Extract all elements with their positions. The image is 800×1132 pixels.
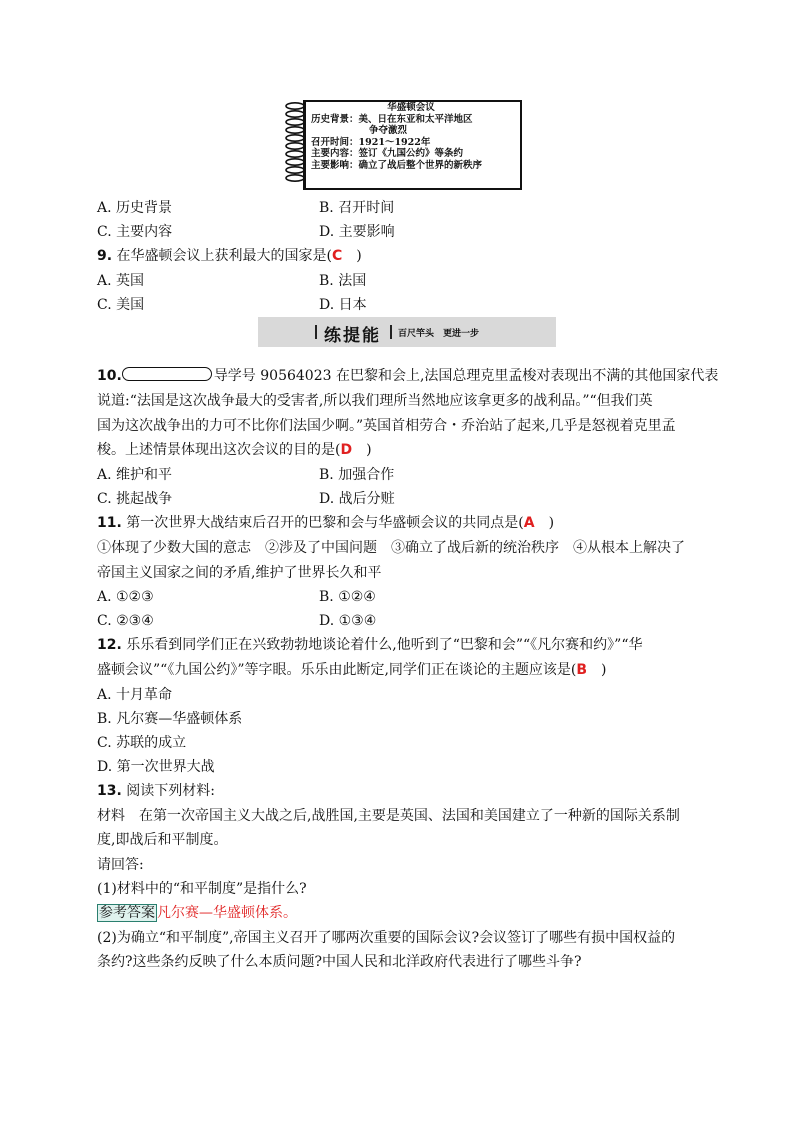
q9-answer: C <box>331 248 343 264</box>
q9-option-b: B. 法国 <box>319 273 367 289</box>
q11-close: ) <box>534 515 555 531</box>
q8-options-row2 <box>97 222 395 242</box>
q13-stem <box>97 781 215 801</box>
guide-number-pill-icon <box>122 367 212 381</box>
q11-text: 第一次世界大战结束后召开的巴黎和会与华盛顿会议的共同点是( <box>121 515 524 531</box>
card-line-impact: 主要影响：确立了战后整个世界的新秩序 <box>311 159 483 171</box>
q10-line3: 国为这次战争出的力可不比你们法国少啊。”英国首相劳合・乔治站了起来,几乎是怒视着克里孟 <box>97 418 676 434</box>
q10-option-a: A. 维护和平 <box>97 467 173 483</box>
q9-option-c: C. 美国 <box>97 297 145 313</box>
q11-number: 11. <box>97 515 122 531</box>
notebook-card-figure <box>281 98 521 190</box>
card-line-background-cont: 争夺激烈 <box>369 125 408 136</box>
section-banner <box>258 317 556 347</box>
q12-answer: B <box>576 662 588 678</box>
banner-divider-left <box>315 325 317 339</box>
q12-option-b: B. 凡尔赛—华盛顿体系 <box>97 711 243 727</box>
q9-number: 9. <box>97 248 113 264</box>
q9-option-a: A. 英国 <box>97 273 145 289</box>
q10-options-row1 <box>97 465 395 485</box>
q13-sub1: (1)材料中的“和平制度”是指什么? <box>97 881 307 897</box>
q13-sub2-line2: 条约?这些条约反映了什么本质问题?中国人民和北洋政府代表进行了哪些斗争? <box>97 954 582 970</box>
q12-option-c: C. 苏联的成立 <box>97 735 187 751</box>
q10-text-line4: 梭。上述情景体现出这次会议的目的是( <box>97 442 341 458</box>
q9-options-row1 <box>97 271 367 291</box>
q12-line2 <box>97 660 607 680</box>
q10-option-d: D. 战后分赃 <box>319 491 395 507</box>
q11-stem <box>97 513 554 533</box>
q12-option-a: A. 十月革命 <box>97 687 173 703</box>
banner-title: 练提能 <box>324 326 381 346</box>
q8-option-d: D. 主要影响 <box>319 224 395 240</box>
q10-text-line1: 导学号 90564023 在巴黎和会上,法国总理克里孟梭对表现出不满的其他国家代表 <box>213 368 719 384</box>
q13-number: 13. <box>97 783 122 799</box>
q11-answer: A <box>523 515 535 531</box>
q13-prompt: 请回答: <box>97 857 144 873</box>
q9-stem <box>97 246 362 266</box>
q11-options-row2 <box>97 611 377 631</box>
q11-line2: ①体现了少数大国的意志 ②涉及了中国问题 ③确立了战后新的统治秩序 ④从根本上解决了 <box>97 540 685 556</box>
q11-option-b: B. ①②④ <box>319 589 376 605</box>
card-line-background: 历史背景：美、日在东亚和太平洋地区 <box>311 113 473 125</box>
q10-option-b: B. 加强合作 <box>319 467 395 483</box>
q9-text: 在华盛顿会议上获利最大的国家是( <box>112 248 332 264</box>
q13-ref-row <box>97 903 297 923</box>
q10-answer: D <box>340 442 353 458</box>
q8-option-c: C. 主要内容 <box>97 224 173 240</box>
q11-option-a: A. ①②③ <box>97 589 154 605</box>
q11-options-row1 <box>97 587 376 607</box>
q12-option-d: D. 第一次世界大战 <box>97 759 215 775</box>
card-title: 华盛顿会议 <box>387 102 435 113</box>
q8-option-a: A. 历史背景 <box>97 200 173 216</box>
q11-line3: 帝国主义国家之间的矛盾,维护了世界长久和平 <box>97 565 382 581</box>
card-line-time: 召开时间：1921～1922年 <box>311 136 431 148</box>
q12-text-line2: 盛顿会议”“《九国公约》”等字眼。乐乐由此断定,同学们正在谈论的主题应该是( <box>97 662 577 678</box>
q12-stem <box>97 635 643 655</box>
q13-material-line1: 材料 在第一次帝国主义大战之后,战胜国,主要是英国、法国和美国建立了一种新的国际关系制 <box>97 808 680 824</box>
banner-divider-right <box>390 325 392 339</box>
q12-number: 12. <box>97 637 122 653</box>
q11-option-c: C. ②③④ <box>97 613 154 629</box>
q10-line1 <box>97 366 718 386</box>
q12-text: 乐乐看到同学们正在兴致勃勃地谈论着什么,他听到了“巴黎和会”“《凡尔赛和约》”“华 <box>121 637 643 653</box>
reference-answer-tag: 参考答案 <box>99 905 155 921</box>
banner-subtitle: 百尺竿头 更进一步 <box>398 329 480 339</box>
q9-close: ) <box>342 248 362 264</box>
reference-answer-text: 凡尔赛—华盛顿体系。 <box>157 905 297 921</box>
card-line-content: 主要内容：签订《九国公约》等条约 <box>311 148 464 159</box>
q10-line2: 说道:“法国是这次战争最大的受害者,所以我们理所当然地应该拿更多的战利品。”“但我们英 <box>97 393 653 409</box>
q8-option-b: B. 召开时间 <box>319 200 395 216</box>
q9-options-row2 <box>97 295 367 315</box>
q10-close: ) <box>352 442 372 458</box>
q10-options-row2 <box>97 489 395 509</box>
q13-text: 阅读下列材料: <box>121 783 215 799</box>
q12-close: ) <box>587 662 607 678</box>
q10-option-c: C. 挑起战争 <box>97 491 173 507</box>
q10-line4 <box>97 440 372 460</box>
q11-option-d: D. ①③④ <box>319 613 377 629</box>
q13-material-line2: 度,即战后和平制度。 <box>97 832 228 848</box>
card-text <box>311 102 511 171</box>
q10-number: 10. <box>97 368 122 384</box>
q8-options-row1 <box>97 198 395 218</box>
q9-option-d: D. 日本 <box>319 297 367 313</box>
q13-sub2-line1: (2)为确立“和平制度”,帝国主义召开了哪两次重要的国际会议?会议签订了哪些有损中国权益的 <box>97 930 676 946</box>
